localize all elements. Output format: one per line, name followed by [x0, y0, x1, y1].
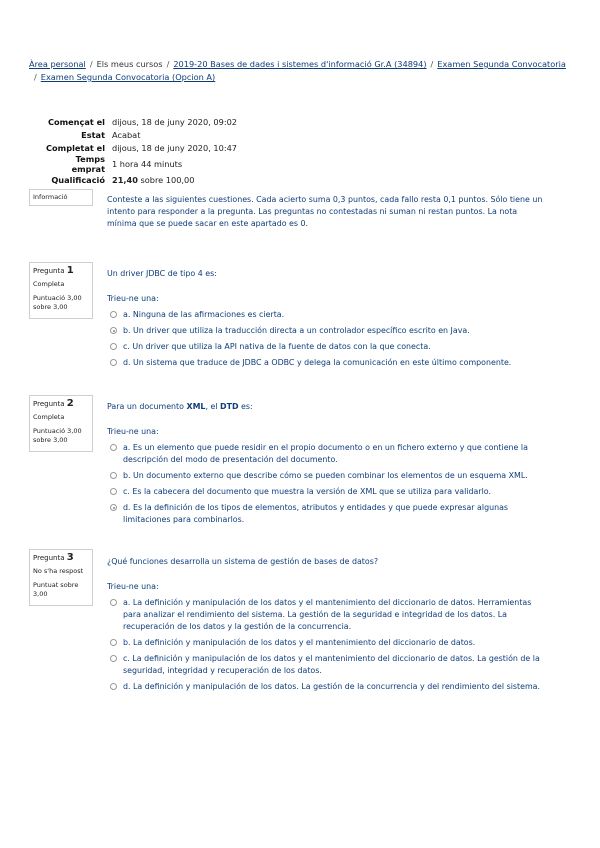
answer-text: d. Un sistema que traduce de JDBC a ODBC y delega la comunicación en este último componente. — [123, 358, 512, 367]
summary-label: Estat — [81, 130, 105, 141]
question-3-content — [107, 556, 547, 693]
radio-button[interactable] — [110, 683, 117, 690]
summary-label: Completat el — [46, 142, 105, 153]
question-number — [33, 399, 89, 409]
answer-option[interactable] — [107, 470, 547, 482]
choose-label: Trieu-ne una: — [107, 294, 159, 303]
answer-option[interactable] — [107, 597, 547, 633]
question-grade: Puntuació 3,00 sobre 3,00 — [33, 427, 82, 444]
radio-button-selected[interactable] — [110, 327, 117, 334]
answer-option[interactable] — [107, 637, 547, 649]
radio-button[interactable] — [110, 655, 117, 662]
answer-text: a. Es un elemento que puede residir en el propio documento o en un fichero externo y que contiene la descripción del modo de presentación del documento. — [123, 443, 528, 464]
breadcrumb — [29, 58, 574, 84]
prompt-bold-term: XML — [186, 402, 206, 411]
question-label: Pregunta — [33, 267, 65, 275]
prompt-text: Para un documento — [107, 402, 187, 411]
summary-value — [112, 174, 237, 187]
breadcrumb-separator: / — [430, 59, 434, 69]
answer-text: d. La definición y manipulación de los datos. La gestión de la concurrencia y del rendimiento del sistema. — [123, 682, 541, 691]
summary-row-completed — [40, 141, 237, 154]
answer-text: c. Es la cabecera del documento que muestra la versión de XML que se utiliza para validarlo. — [123, 487, 491, 496]
question-number — [33, 553, 89, 563]
breadcrumb-my-courses: Els meus cursos — [96, 59, 163, 69]
info-box — [29, 189, 93, 206]
question-3-info — [29, 549, 93, 606]
radio-button[interactable] — [110, 444, 117, 451]
summary-label: Qualificació — [51, 175, 105, 186]
breadcrumb-separator: / — [34, 72, 37, 82]
grade-total: sobre 100,00 — [137, 175, 195, 186]
answer-option[interactable] — [107, 325, 547, 337]
radio-button[interactable] — [110, 599, 117, 606]
answer-option[interactable] — [107, 486, 547, 498]
answer-option[interactable] — [107, 653, 547, 677]
summary-value: 1 hora 44 minuts — [112, 159, 183, 170]
question-number — [33, 266, 89, 276]
answer-text: b. La definición y manipulación de los datos y el mantenimiento del diccionario de datos. — [123, 638, 476, 647]
question-2-content — [107, 401, 547, 526]
attempt-summary — [40, 116, 237, 187]
question-state: Completa — [33, 413, 65, 421]
breadcrumb-separator: / — [166, 59, 170, 69]
answer-text: c. Un driver que utiliza la API nativa de la fuente de datos con la que conecta. — [123, 342, 431, 351]
question-label: Pregunta — [33, 554, 65, 562]
info-text — [107, 194, 547, 230]
summary-row-time-taken — [40, 154, 237, 174]
question-grade: Puntuat sobre 3,00 — [33, 581, 79, 598]
question-prompt: Un driver JDBC de tipo 4 es: — [107, 269, 217, 278]
answer-text: a. Ninguna de las afirmaciones es cierta. — [123, 310, 285, 319]
breadcrumb-home-link[interactable]: Àrea personal — [29, 59, 86, 69]
breadcrumb-course-link[interactable]: 2019-20 Bases de dades i sistemes d'informació Gr.A (34894) — [173, 59, 427, 69]
summary-label: Temps emprat — [71, 154, 105, 175]
choose-label: Trieu-ne una: — [107, 427, 159, 436]
question-state: No s'ha respost — [33, 567, 84, 575]
summary-row-grade — [40, 174, 237, 187]
summary-row-state — [40, 129, 237, 142]
summary-label: Començat el — [47, 117, 105, 128]
question-number-value: 3 — [66, 552, 74, 563]
answer-option[interactable] — [107, 341, 547, 353]
answer-text: d. Es la definición de los tipos de elementos, atributos y entidades y que puede expresar algunas limitaciones para combinarlos. — [123, 503, 509, 524]
radio-button[interactable] — [110, 639, 117, 646]
question-1-info — [29, 262, 93, 319]
choose-label: Trieu-ne una: — [107, 582, 159, 591]
question-grade: Puntuació 3,00 sobre 3,00 — [33, 294, 82, 311]
question-prompt — [107, 401, 547, 413]
answer-text: b. Un documento externo que describe cómo se pueden combinar los elementos de un esquema XML. — [123, 471, 528, 480]
answer-text: b. Un driver que utiliza la traducción directa a un controlador específico escrito en Java. — [123, 326, 470, 335]
summary-value: dijous, 18 de juny 2020, 10:47 — [112, 142, 238, 153]
grade-value: 21,40 — [112, 175, 138, 186]
breadcrumb-quiz-link[interactable]: Examen Segunda Convocatoria (Opcion A) — [40, 72, 216, 82]
answer-option[interactable] — [107, 357, 547, 369]
question-prompt: ¿Qué funciones desarrolla un sistema de gestión de bases de datos? — [107, 557, 379, 566]
prompt-text: es: — [238, 402, 253, 411]
info-label: Informació — [33, 193, 68, 201]
breadcrumb-separator: / — [89, 59, 93, 69]
radio-button[interactable] — [110, 472, 117, 479]
prompt-bold-term: DTD — [220, 402, 239, 411]
prompt-text: , el — [205, 402, 221, 411]
question-number-value: 1 — [66, 265, 74, 276]
question-1-content — [107, 268, 547, 369]
radio-button[interactable] — [110, 359, 117, 366]
question-number-value: 2 — [66, 398, 74, 409]
summary-value: dijous, 18 de juny 2020, 09:02 — [112, 117, 238, 128]
answer-text: c. La definición y manipulación de los datos y el mantenimiento del diccionario de datos. La gestión de la seguridad, integridad y recuperación de los datos. — [123, 654, 540, 675]
summary-row-started — [40, 116, 237, 129]
info-text-content: Conteste a las siguientes cuestiones. Cada acierto suma 0,3 puntos, cada fallo resta 0,1 puntos. Sólo tiene un intento para responder a la pregunta. Las preguntas no contestadas ni suman ni restan puntos. La nota mínima que se puede sacar en este apartado es 0. — [107, 195, 543, 228]
question-2-info — [29, 395, 93, 452]
answer-option[interactable] — [107, 442, 547, 466]
radio-button[interactable] — [110, 343, 117, 350]
answer-text: a. La definición y manipulación de los datos y el mantenimiento del diccionario de datos. Herramientas para analizar el rendimiento del sistema. La gestión de la seguridad e integridad de los datos. La recuperación de los datos y la gestión de la concurrencia. — [123, 598, 532, 631]
question-label: Pregunta — [33, 400, 65, 408]
radio-button[interactable] — [110, 311, 117, 318]
question-state: Completa — [33, 280, 65, 288]
answer-option[interactable] — [107, 309, 547, 321]
radio-button-selected[interactable] — [110, 504, 117, 511]
summary-value: Acabat — [112, 130, 141, 141]
answer-option[interactable] — [107, 681, 547, 693]
radio-button[interactable] — [110, 488, 117, 495]
breadcrumb-exam-link[interactable]: Examen Segunda Convocatoria — [437, 59, 566, 69]
answer-option[interactable] — [107, 502, 547, 526]
